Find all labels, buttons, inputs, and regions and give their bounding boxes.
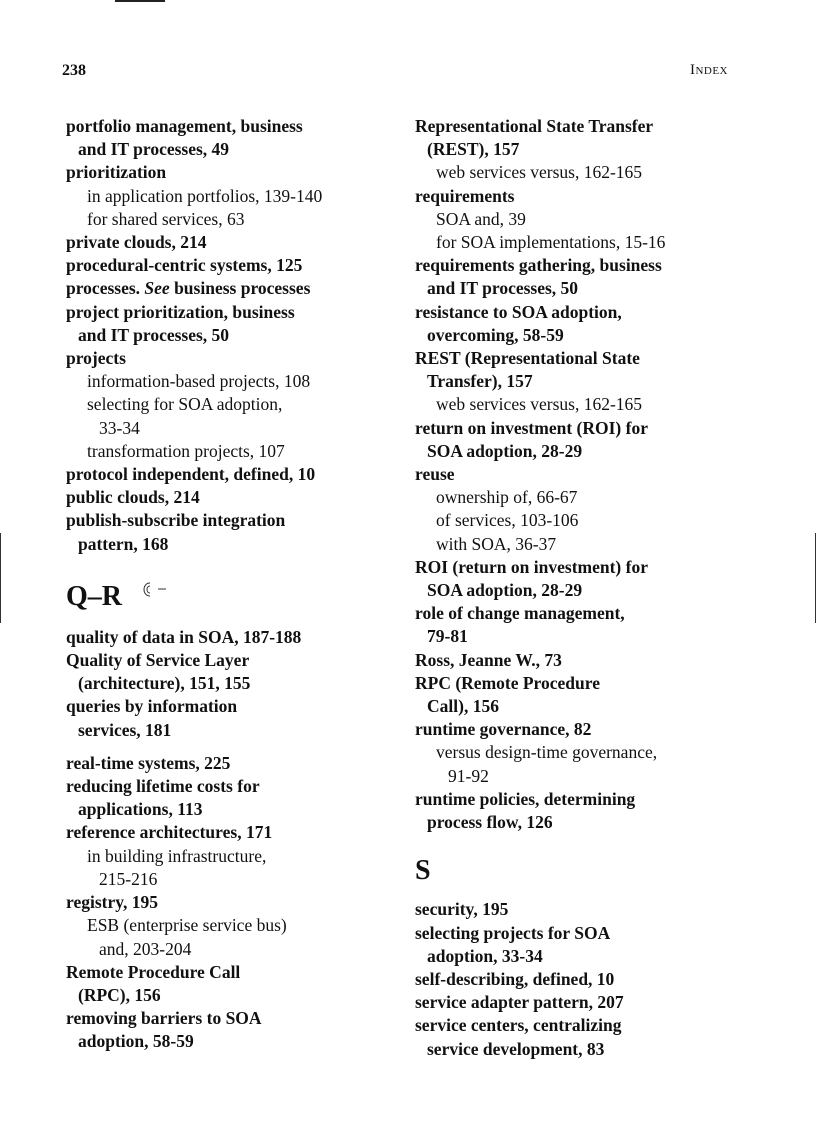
index-entry: reference architectures, 171 <box>66 822 273 843</box>
index-subentry: 91-92 <box>448 765 489 786</box>
index-entry: prioritization <box>66 162 167 183</box>
section-heading-q-r <box>66 580 411 614</box>
entry-block <box>415 898 760 1060</box>
index-entry: removing barriers to SOA <box>66 1008 262 1029</box>
index-entry: real-time systems, 225 <box>66 752 231 773</box>
index-subentry: for SOA implementations, 15-16 <box>436 232 666 253</box>
index-entry: overcoming, 58-59 <box>427 324 564 345</box>
index-subentry: information-based projects, 108 <box>87 371 311 392</box>
index-entry: Ross, Jeanne W., 73 <box>415 649 562 670</box>
index-entry: queries by information <box>66 696 238 717</box>
page-number: 238 <box>62 62 86 79</box>
index-column-right <box>415 115 760 1061</box>
index-entry: Transfer), 157 <box>427 371 533 392</box>
index-entry: quality of data in SOA, 187-188 <box>66 626 302 647</box>
index-subentry: SOA and, 39 <box>436 208 526 229</box>
index-entry: projects <box>66 348 126 369</box>
index-subentry: 215-216 <box>99 868 158 889</box>
index-entry: adoption, 58-59 <box>78 1031 194 1052</box>
index-subentry: web services versus, 162-165 <box>436 162 643 183</box>
index-entry: pattern, 168 <box>78 533 169 554</box>
index-entry: runtime governance, 82 <box>415 719 592 740</box>
index-entry: requirements <box>415 185 515 206</box>
index-subentry: versus design-time governance, <box>436 742 658 763</box>
index-entry: private clouds, 214 <box>66 232 207 253</box>
index-entry: resistance to SOA adoption, <box>415 301 622 322</box>
index-entry: (RPC), 156 <box>78 984 161 1005</box>
printer-mark-icon <box>136 580 170 602</box>
index-entry: reuse <box>415 464 455 485</box>
index-entry: security, 195 <box>415 899 509 920</box>
index-entry: SOA adoption, 28-29 <box>427 440 583 461</box>
index-subentry: 33-34 <box>99 417 140 438</box>
index-entry: requirements gathering, business <box>415 255 662 276</box>
index-entry: Representational State Transfer <box>415 116 654 136</box>
index-entry: ROI (return on investment) for <box>415 556 648 577</box>
index-entry: Quality of Service Layer <box>66 650 250 671</box>
index-entry: service development, 83 <box>427 1038 605 1059</box>
index-entry: public clouds, 214 <box>66 487 200 508</box>
index-entry: runtime policies, determining <box>415 788 636 809</box>
index-entry: registry, 195 <box>66 892 159 913</box>
index-column-left <box>66 115 411 1054</box>
index-entry: and IT processes, 49 <box>78 139 230 160</box>
index-entry: portfolio management, business <box>66 116 303 136</box>
index-entry: (REST), 157 <box>427 139 520 160</box>
entry-block <box>66 115 411 556</box>
index-entry: and IT processes, 50 <box>78 324 230 345</box>
index-entry: adoption, 33-34 <box>427 945 543 966</box>
index-subentry: ESB (enterprise service bus) <box>87 915 287 936</box>
index-subentry: in building infrastructure, <box>87 845 267 866</box>
spacer <box>66 742 411 752</box>
index-entry: role of change management, <box>415 603 625 624</box>
index-subentry: web services versus, 162-165 <box>436 394 643 415</box>
section-heading-s: S <box>415 855 431 887</box>
index-entry: selecting projects for SOA <box>415 922 611 943</box>
index-entry: service adapter pattern, 207 <box>415 992 624 1013</box>
crop-mark-left <box>0 533 1 623</box>
index-subentry: transformation projects, 107 <box>87 440 285 461</box>
index-entry: services, 181 <box>78 719 172 740</box>
index-entry: Call), 156 <box>427 696 499 717</box>
index-entry: reducing lifetime costs for <box>66 776 260 797</box>
entry-block <box>415 115 760 834</box>
index-entry: Remote Procedure Call <box>66 961 241 982</box>
index-entry: protocol independent, defined, 10 <box>66 464 316 485</box>
index-entry: self-describing, defined, 10 <box>415 968 615 989</box>
index-subentry: ownership of, 66-67 <box>436 487 578 508</box>
index-entry: REST (Representational State <box>415 348 640 369</box>
index-entry: (architecture), 151, 155 <box>78 673 251 694</box>
index-entry: service centers, centralizing <box>415 1015 622 1036</box>
entry-block <box>66 626 411 742</box>
index-entry: process flow, 126 <box>427 812 553 833</box>
index-entry: project prioritization, business <box>66 301 295 322</box>
section-heading-text: Q–R <box>66 580 122 612</box>
running-head: Index <box>689 62 728 78</box>
index-subentry: and, 203-204 <box>99 938 192 959</box>
index-entry: processes. See business processes <box>66 278 311 299</box>
index-entry: publish-subscribe integration <box>66 510 286 531</box>
index-entry: SOA adoption, 28-29 <box>427 580 583 601</box>
index-subentry: selecting for SOA adoption, <box>87 394 283 415</box>
index-entry: applications, 113 <box>78 799 203 820</box>
index-subentry: for shared services, 63 <box>87 208 245 229</box>
index-subentry: with SOA, 36-37 <box>436 533 557 554</box>
index-entry: procedural-centric systems, 125 <box>66 255 303 276</box>
top-rule <box>115 0 165 2</box>
entry-block <box>66 752 411 1054</box>
index-entry: 79-81 <box>427 626 468 647</box>
index-subentry: in application portfolios, 139-140 <box>87 185 323 206</box>
index-entry: RPC (Remote Procedure <box>415 672 600 693</box>
index-subentry: of services, 103-106 <box>436 510 579 531</box>
index-entry: return on investment (ROI) for <box>415 417 648 438</box>
index-entry: and IT processes, 50 <box>427 278 579 299</box>
